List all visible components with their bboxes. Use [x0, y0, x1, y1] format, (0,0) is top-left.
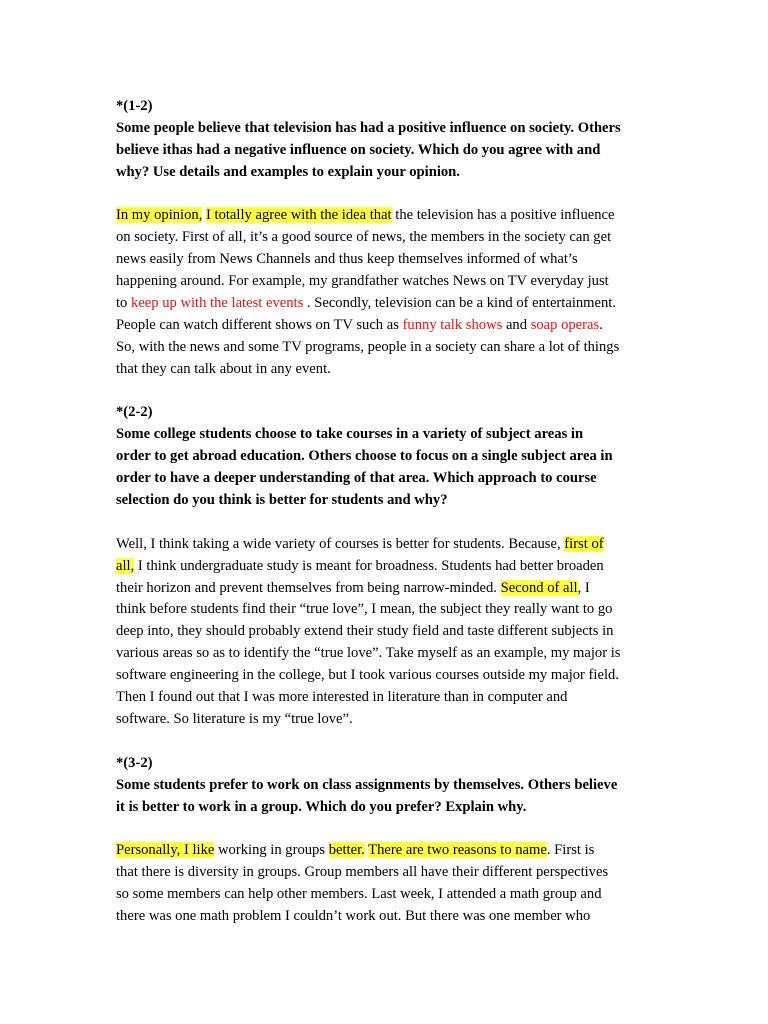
question-1-prompt-line: Some people believe that television has had a positive influence on society. Others: [116, 119, 621, 136]
answer-2-line: [116, 578, 656, 600]
question-2-label: *(2-2): [116, 404, 153, 421]
highlighted-phrase: first of: [564, 535, 604, 552]
answer-2-line: [116, 534, 656, 556]
answer-1-line: [116, 205, 656, 227]
paragraph-gap: [116, 381, 656, 403]
answer-1-line: news easily from News Channels and thus keep themselves informed of what’s: [116, 251, 578, 268]
answer-text: to: [116, 295, 128, 312]
answer-text: and: [505, 316, 528, 333]
question-1-prompt-line: believe ithas had a negative influence on society. Which do you agree with and: [116, 141, 601, 158]
highlighted-phrase: all,: [116, 557, 135, 574]
answer-1-line: [116, 293, 656, 315]
answer-text: . Secondly, television can be a kind of entertainment.: [306, 295, 616, 312]
paragraph-gap: [116, 512, 656, 534]
answer-3-line: there was one math problem I couldn’t work out. But there was one member who: [116, 907, 591, 924]
answer-text: working in groups: [218, 842, 326, 859]
question-1-prompt-line: why? Use details and examples to explain your opinion.: [116, 163, 460, 180]
paragraph-gap: [116, 184, 656, 206]
answer-text: People can watch different shows on TV such as: [116, 316, 399, 333]
highlighted-phrase: In my opinion,: [116, 207, 203, 224]
question-3-prompt-line: Some students prefer to work on class assignments by themselves. Others believe: [116, 776, 618, 793]
question-2-prompt-line: Some college students choose to take courses in a variety of subject areas in: [116, 426, 584, 443]
answer-2-line: software engineering in the college, but I took various courses outside my major field.: [116, 667, 619, 684]
question-3-prompt-line: it is better to work in a group. Which do you prefer? Explain why.: [116, 798, 527, 815]
answer-text: Well, I think taking a wide variety of courses is better for students. Because,: [116, 535, 561, 552]
answer-1-line: that they can talk about in any event.: [116, 360, 331, 377]
answer-2-line: Then I found out that I was more interested in literature than in computer and: [116, 689, 568, 706]
red-phrase: soap operas: [530, 316, 600, 333]
answer-3-line: so some members can help other members. Last week, I attended a math group and: [116, 886, 602, 903]
answer-1-line: So, with the news and some TV programs, people in a society can share a lot of things: [116, 338, 620, 355]
highlighted-phrase: I totally agree with the idea that: [206, 207, 392, 224]
paragraph-gap: [116, 818, 656, 840]
question-3-label: *(3-2): [116, 754, 153, 771]
answer-2-line: [116, 556, 656, 578]
answer-text: .: [599, 316, 603, 333]
highlighted-phrase: There are two reasons to name: [368, 842, 547, 859]
answer-text: , I: [577, 579, 590, 596]
answer-text: . First is: [546, 842, 595, 859]
answer-1-line: on society. First of all, it’s a good source of news, the members in the society can get: [116, 229, 612, 246]
question-1-label: *(1-2): [116, 98, 153, 114]
document-page: [116, 96, 656, 928]
question-2-prompt-line: selection do you think is better for students and why?: [116, 492, 448, 509]
red-phrase: keep up with the latest events: [131, 295, 304, 312]
answer-1-line: [116, 315, 656, 337]
red-phrase: funny talk shows: [402, 316, 503, 333]
answer-text: I think undergraduate study is meant for broadness. Students had better broaden: [137, 557, 604, 574]
answer-3-line: [116, 840, 656, 862]
answer-1-line: happening around. For example, my grandfather watches News on TV everyday just: [116, 273, 609, 290]
answer-2-line: software. So literature is my “true love”.: [116, 710, 353, 727]
question-2-prompt-line: order to have a deeper understanding of that area. Which approach to course: [116, 470, 597, 487]
paragraph-gap: [116, 731, 656, 753]
highlighted-phrase: Second of all: [500, 579, 578, 596]
highlighted-phrase: Personally, I like: [116, 842, 215, 859]
answer-2-line: deep into, they should probably extend their study field and taste different subjects in: [116, 623, 614, 640]
answer-3-line: that there is diversity in groups. Group members all have their different perspectives: [116, 864, 609, 881]
answer-2-line: various areas so as to identify the “true love”. Take myself as an example, my major is: [116, 645, 621, 662]
answer-text: the television has a positive influence: [395, 207, 615, 224]
highlighted-phrase: better.: [328, 842, 365, 859]
answer-2-line: think before students find their “true love”, I mean, the subject they really want to go: [116, 601, 613, 618]
answer-text: their horizon and prevent themselves from being narrow-minded.: [116, 579, 497, 596]
question-2-prompt-line: order to get abroad education. Others choose to focus on a single subject area in: [116, 448, 613, 465]
